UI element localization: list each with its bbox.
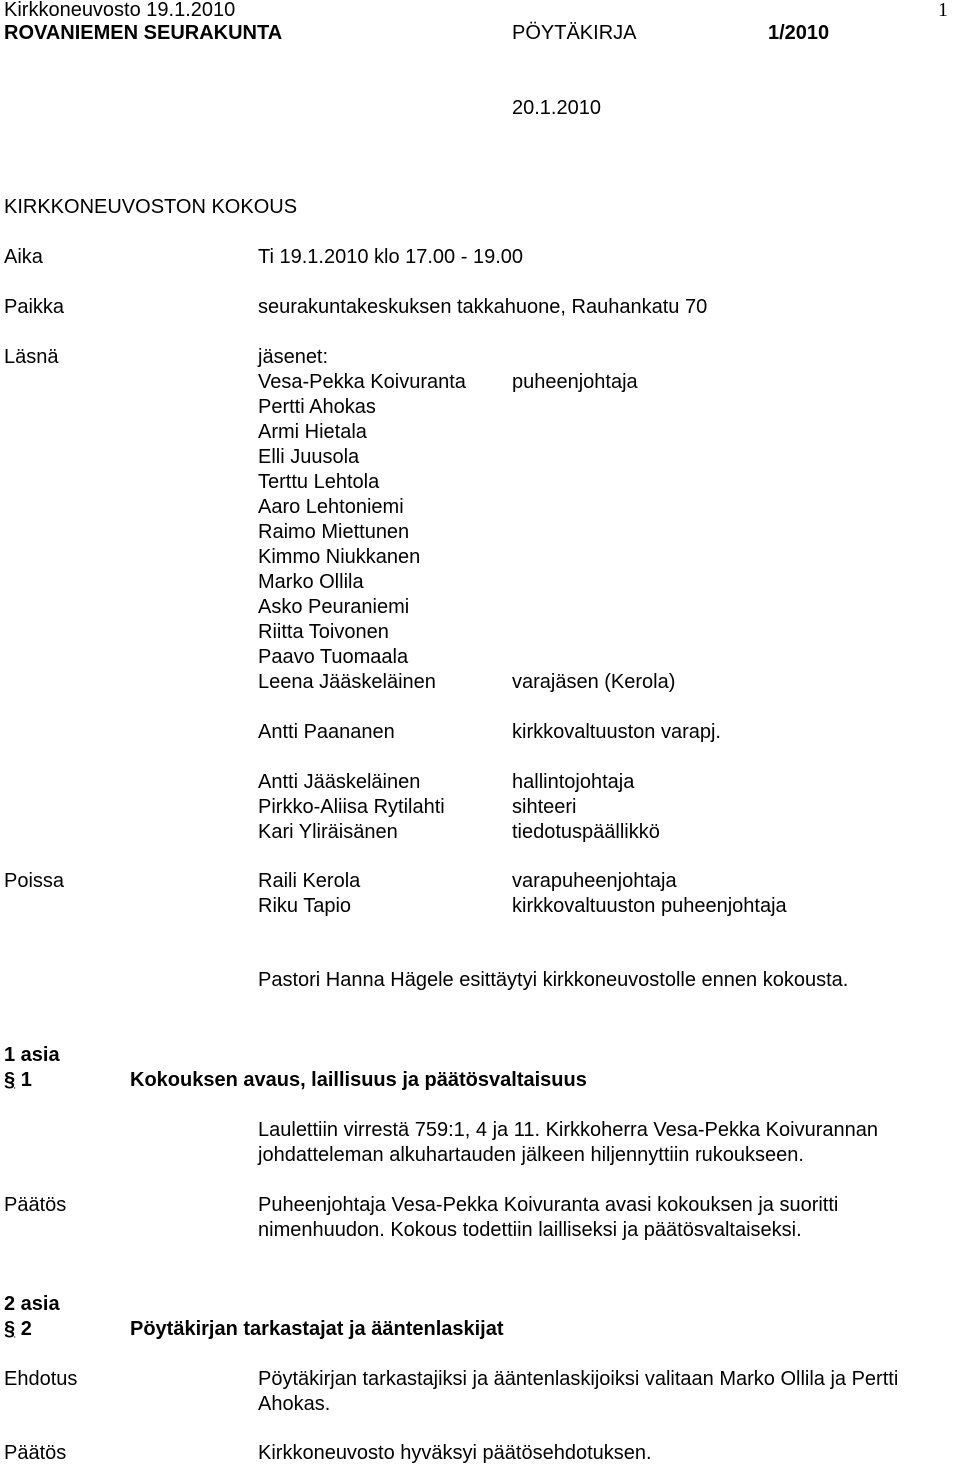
item-asia-label: 2 asia xyxy=(4,1293,60,1315)
absent-role: varapuheenjohtaja xyxy=(512,870,677,892)
proposal-text: Ahokas. xyxy=(258,1393,331,1415)
member-name: Asko Peuraniemi xyxy=(258,596,410,618)
item-title: Kokouksen avaus, laillisuus ja päätösvaltaisuus xyxy=(130,1069,587,1091)
decision-label: Päätös xyxy=(4,1194,67,1216)
member-name: Marko Ollila xyxy=(258,571,364,593)
document-type: PÖYTÄKIRJA xyxy=(512,22,637,44)
member-name: Riitta Toivonen xyxy=(258,621,389,643)
document-date: 20.1.2010 xyxy=(512,97,601,119)
section-sign xyxy=(4,1068,32,1093)
absent-label: Poissa xyxy=(4,870,65,892)
page-number: 1 xyxy=(938,0,948,21)
member-role: varajäsen (Kerola) xyxy=(512,671,676,693)
time-label: Aika xyxy=(4,246,43,268)
member-name: Kimmo Niukkanen xyxy=(258,546,421,568)
item-asia-label: 1 asia xyxy=(4,1044,60,1066)
absent-name: Raili Kerola xyxy=(258,870,361,892)
proposal-label: Ehdotus xyxy=(4,1368,78,1390)
member-name: Vesa-Pekka Koivuranta xyxy=(258,371,466,393)
official-role: tiedotuspäällikkö xyxy=(512,821,660,843)
member-role: puheenjohtaja xyxy=(512,371,638,393)
item-title: Pöytäkirjan tarkastajat ja ääntenlaskijat xyxy=(130,1318,504,1340)
item-text: Laulettiin virrestä 759:1, 4 ja 11. Kirkkoherra Vesa-Pekka Koivurannan xyxy=(258,1119,878,1141)
official-name: Antti Jääskeläinen xyxy=(258,771,421,793)
official-role: hallintojohtaja xyxy=(512,771,635,793)
deputy-name: Antti Paananen xyxy=(258,721,395,743)
decision-text: nimenhuudon. Kokous todettiin lailliseksi ja päätösvaltaiseksi. xyxy=(258,1219,802,1241)
place-value: seurakuntakeskuksen takkahuone, Rauhankatu 70 xyxy=(258,296,708,318)
section-sign xyxy=(4,1317,32,1342)
member-name: Paavo Tuomaala xyxy=(258,646,409,668)
section-number: 2 xyxy=(20,1318,32,1340)
official-role: sihteeri xyxy=(512,796,577,818)
decision-text: Kirkkoneuvosto hyväksyi päätösehdotuksen. xyxy=(258,1442,652,1464)
document-number: 1/2010 xyxy=(768,22,830,44)
member-name: Armi Hietala xyxy=(258,421,367,443)
meeting-title: KIRKKONEUVOSTON KOKOUS xyxy=(4,196,298,218)
present-label: Läsnä xyxy=(4,346,59,368)
place-label: Paikka xyxy=(4,296,65,318)
official-name: Pirkko-Aliisa Rytilahti xyxy=(258,796,445,818)
member-name: Leena Jääskeläinen xyxy=(258,671,436,693)
member-name: Raimo Miettunen xyxy=(258,521,410,543)
absent-role: kirkkovaltuuston puheenjohtaja xyxy=(512,895,787,917)
deputy-role: kirkkovaltuuston varapj. xyxy=(512,721,721,743)
member-name: Elli Juusola xyxy=(258,446,360,468)
decision-label: Päätös xyxy=(4,1442,67,1464)
organization-name: ROVANIEMEN SEURAKUNTA xyxy=(4,22,283,44)
item-text: johdatteleman alkuhartauden jälkeen hiljennyttiin rukoukseen. xyxy=(258,1144,804,1166)
section-mark: § xyxy=(4,1069,16,1091)
section-mark: § xyxy=(4,1318,16,1340)
running-head: Kirkkoneuvosto 19.1.2010 xyxy=(4,0,236,21)
member-name: Pertti Ahokas xyxy=(258,396,376,418)
time-value: Ti 19.1.2010 klo 17.00 - 19.00 xyxy=(258,246,523,268)
section-number: 1 xyxy=(20,1069,32,1091)
proposal-text: Pöytäkirjan tarkastajiksi ja ääntenlaskijoiksi valitaan Marko Ollila ja Pertti xyxy=(258,1368,899,1390)
decision-text: Puheenjohtaja Vesa-Pekka Koivuranta avasi kokouksen ja suoritti xyxy=(258,1194,839,1216)
introduction-note: Pastori Hanna Hägele esittäytyi kirkkoneuvostolle ennen kokousta. xyxy=(258,969,849,991)
absent-name: Riku Tapio xyxy=(258,895,352,917)
member-name: Aaro Lehtoniemi xyxy=(258,496,404,518)
official-name: Kari Yliräisänen xyxy=(258,821,398,843)
member-name: Terttu Lehtola xyxy=(258,471,380,493)
members-heading: jäsenet: xyxy=(258,346,329,368)
